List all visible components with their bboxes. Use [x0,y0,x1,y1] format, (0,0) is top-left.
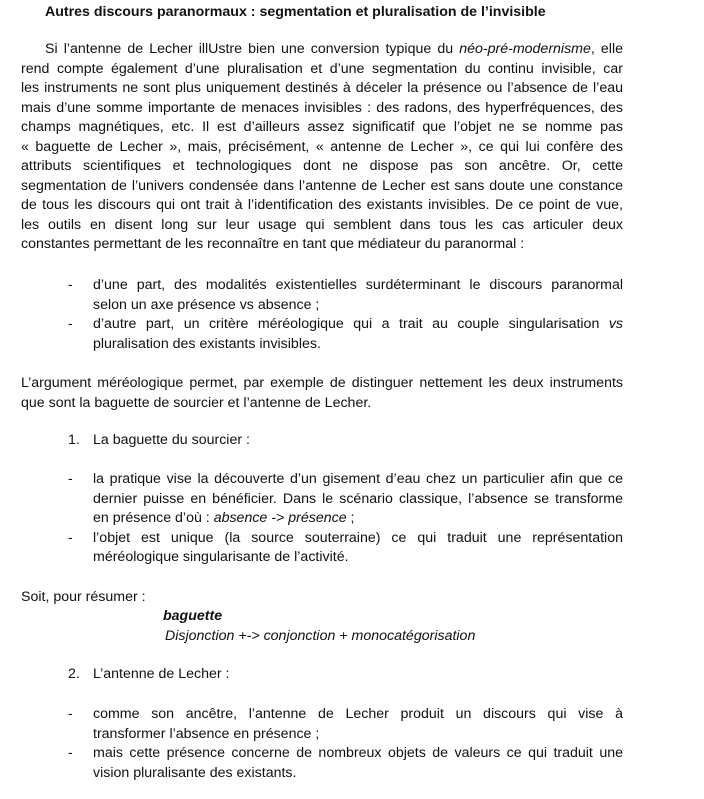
text-run: les instruments ne sont plus uniquement destinés à déceler la présence ou l’absence de l’eau [21,80,623,96]
text-run: méréologique singularisante de l’activité. [93,549,349,565]
text-line [21,40,623,60]
list-item [68,529,623,568]
text-run: les outils en disent long sur leur usage qui semblent dans tous les cas articuler deux [21,216,623,233]
text-line [93,296,623,316]
bullet-list-antenne [68,705,623,783]
bullet-dash: - [68,471,73,487]
text-run: transformer l’absence en présence ; [93,725,320,742]
text-line [21,79,623,99]
emphasis-run: absence -> présence [213,510,347,526]
text-run: constantes permettant de les reconnaître en tant que médiateur du paranormal : [21,236,525,252]
numbered-item-number: 1. [68,432,80,448]
numbered-item-antenne [68,665,229,685]
text-run: vision pluralisante des existants. [93,764,297,781]
text-run: Si l’antenne de Lecher illUstre bien une conversion typique du [45,41,460,57]
text-run: la pratique vise la découverte d’un gisement d’eau chez un particulier afin que ce [93,471,623,487]
bullet-list-baguette [68,470,623,568]
text-run: attributs scientifiques et technologiques dont ne dispose pas son ancêtre. Or, cette [21,158,623,174]
text-line [93,490,623,510]
text-run: L’argument méréologique permet, par exemple de distinguer nettement les deux instruments [21,375,623,391]
text-run: d’autre part, un critère méréologique qui a trait au couple singularisation [93,316,609,332]
text-run: segmentation de l’univers condensée dans l’antenne de Lecher est sans doute une constance [21,177,623,194]
bullet-dash: - [68,277,73,293]
paragraph-intro [21,40,623,255]
text-line [21,118,623,138]
emphasis-run: vs [608,316,623,332]
text-line [93,470,623,490]
text-run: de tous les discours qui ont trait à l’identification des existants invisibles. De ce point de vue, [21,197,623,213]
text-line [21,177,623,197]
numbered-item-label: L’antenne de Lecher : [93,666,230,682]
text-line [21,157,623,177]
text-run: champs magnétiques, etc. Il est d’ailleurs assez significatif que l’objet ne se nomme pas [21,119,623,135]
text-line [21,235,623,255]
list-item [68,276,623,315]
text-line [21,138,623,158]
text-run: « baguette de Lecher », mais, précisément, « antenne de Lecher », ce qui lui confère des [21,138,623,155]
text-line [93,529,623,549]
numbered-item-number: 2. [68,666,80,682]
text-line [93,509,623,529]
text-run: mais cette présence concerne de nombreux objets de valeurs ce qui traduit une [93,745,623,761]
list-item [68,315,623,354]
list-item [68,744,623,783]
text-line [93,276,623,296]
text-run: ; [346,510,355,526]
text-run: d’une part, des modalités existentielles surdéterminant le discours paranormal [93,277,623,293]
text-line [93,705,623,725]
text-run: comme son ancêtre, l’antenne de Lecher produit un discours qui vise à [93,706,623,722]
text-line [93,335,623,355]
numbered-item-baguette [68,431,250,451]
bullet-dash: - [68,706,73,722]
text-line [21,374,623,394]
text-run: pluralisation des existants invisibles. [93,335,321,352]
text-line [93,725,623,745]
section-heading: Autres discours paranormaux : segmentation et pluralisation de l’invisible [45,4,546,20]
numbered-item-label: La baguette du sourcier : [93,432,250,448]
summary-formula: Disjonction +-> conjonction + monocatégorisation [165,628,476,644]
list-item [68,470,623,529]
bullet-dash: - [68,529,73,546]
text-line [21,60,623,80]
text-run: que sont la baguette de sourcier et l’antenne de Lecher. [21,394,372,411]
text-run: dernier puisse en bénéficier. Dans le scénario classique, l’absence se transforme [93,490,623,507]
text-line [93,764,623,784]
text-line [93,548,623,568]
text-run: en présence d’où : [93,510,214,526]
emphasis-run: néo-pré-modernisme [459,41,591,57]
text-run: l’objet est unique (la source souterraine) ce qui traduit une représentation [93,529,623,546]
text-line [93,315,623,335]
text-line [93,744,623,764]
summary-intro: Soit, pour résumer : [21,589,146,605]
text-run: , elle [590,41,624,57]
summary-title: baguette [163,608,223,624]
bullet-list-modalities [68,276,623,354]
list-item [68,705,623,744]
text-run: rend compte également d’une pluralisation et d’une segmentation du continu invisible, car [21,60,623,77]
text-line [21,394,623,414]
text-run: mais d’une somme importante de menaces invisibles : des radons, des hyperfréquences, des [21,99,623,116]
bullet-dash: - [68,745,73,761]
text-line [21,216,623,236]
paragraph-argument [21,374,623,413]
bullet-dash: - [68,316,73,332]
text-run: selon un axe présence vs absence ; [93,296,320,313]
text-line [21,196,623,216]
text-line [21,99,623,119]
